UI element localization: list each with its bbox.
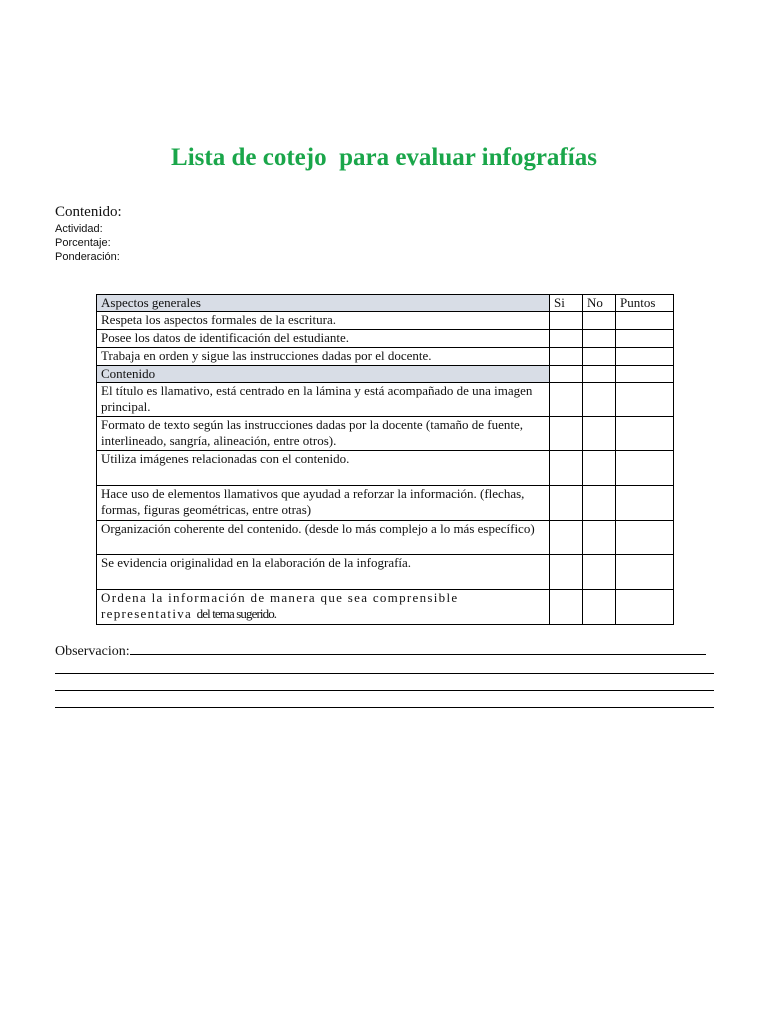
criterion-text: Utiliza imágenes relacionadas con el contenido. [97, 451, 550, 486]
observacion-label: Observacion: [55, 644, 130, 659]
ponderacion-label: Ponderación: [55, 251, 120, 263]
observacion-line[interactable] [55, 707, 714, 708]
table-row [97, 486, 674, 521]
page-title: Lista de cotejo para evaluar infografías [171, 144, 597, 171]
header-puntos: Puntos [616, 295, 674, 312]
criterion-text: Trabaja en orden y sigue las instrucciones dadas por el docente. [97, 348, 550, 366]
no-cell[interactable] [583, 383, 616, 417]
table-header-row [97, 295, 674, 312]
checklist-table [96, 294, 674, 625]
no-cell[interactable] [583, 312, 616, 330]
criterion-text: Respeta los aspectos formales de la escritura. [97, 312, 550, 330]
si-cell[interactable] [550, 348, 583, 366]
table-row [97, 330, 674, 348]
si-cell[interactable] [550, 590, 583, 625]
no-cell[interactable] [583, 366, 616, 383]
table-row [97, 312, 674, 330]
table-row [97, 555, 674, 590]
criterion-text: Organización coherente del contenido. (desde lo más complejo a lo más específico) [97, 521, 550, 555]
table-row [97, 383, 674, 417]
puntos-cell[interactable] [616, 521, 674, 555]
si-cell[interactable] [550, 417, 583, 451]
criterion-text: Hace uso de elementos llamativos que ayudad a reforzar la información. (flechas, formas, figuras geométricas, entre otras) [97, 486, 550, 521]
section-label: Contenido [97, 366, 550, 383]
table-row [97, 417, 674, 451]
no-cell[interactable] [583, 348, 616, 366]
criterion-text: Formato de texto según las instrucciones dadas por la docente (tamaño de fuente, interlineado, sangría, alineación, entre otros). [97, 417, 550, 451]
table-row [97, 348, 674, 366]
contenido-label: Contenido: [55, 204, 122, 220]
si-cell[interactable] [550, 330, 583, 348]
si-cell[interactable] [550, 486, 583, 521]
no-cell[interactable] [583, 417, 616, 451]
puntos-cell[interactable] [616, 366, 674, 383]
puntos-cell[interactable] [616, 417, 674, 451]
criterion-text-part1: Ordena la información de manera que sea comprensible representativa [101, 590, 459, 621]
criterion-text-part2: del tema sugerido. [196, 606, 277, 621]
criterion-text: Se evidencia originalidad en la elaboración de la infografía. [97, 555, 550, 590]
criterion-text: Posee los datos de identificación del estudiante. [97, 330, 550, 348]
table-row [97, 451, 674, 486]
criterion-text [97, 590, 550, 625]
si-cell[interactable] [550, 383, 583, 417]
puntos-cell[interactable] [616, 451, 674, 486]
no-cell[interactable] [583, 486, 616, 521]
table-row [97, 590, 674, 625]
section-row [97, 366, 674, 383]
criterion-text: El título es llamativo, está centrado en la lámina y está acompañado de una imagen principal. [97, 383, 550, 417]
observacion-line[interactable] [55, 690, 714, 691]
no-cell[interactable] [583, 451, 616, 486]
no-cell[interactable] [583, 330, 616, 348]
no-cell[interactable] [583, 521, 616, 555]
puntos-cell[interactable] [616, 312, 674, 330]
no-cell[interactable] [583, 555, 616, 590]
si-cell[interactable] [550, 555, 583, 590]
header-no: No [583, 295, 616, 312]
porcentaje-label: Porcentaje: [55, 237, 111, 249]
puntos-cell[interactable] [616, 555, 674, 590]
si-cell[interactable] [550, 521, 583, 555]
observacion-line[interactable] [55, 673, 714, 674]
puntos-cell[interactable] [616, 383, 674, 417]
si-cell[interactable] [550, 366, 583, 383]
observacion-line[interactable] [130, 642, 706, 655]
actividad-label: Actividad: [55, 223, 103, 235]
table-row [97, 521, 674, 555]
header-si: Si [550, 295, 583, 312]
si-cell[interactable] [550, 312, 583, 330]
si-cell[interactable] [550, 451, 583, 486]
puntos-cell[interactable] [616, 590, 674, 625]
header-aspects: Aspectos generales [97, 295, 550, 312]
no-cell[interactable] [583, 590, 616, 625]
puntos-cell[interactable] [616, 330, 674, 348]
observacion-field [55, 642, 715, 660]
puntos-cell[interactable] [616, 348, 674, 366]
puntos-cell[interactable] [616, 486, 674, 521]
